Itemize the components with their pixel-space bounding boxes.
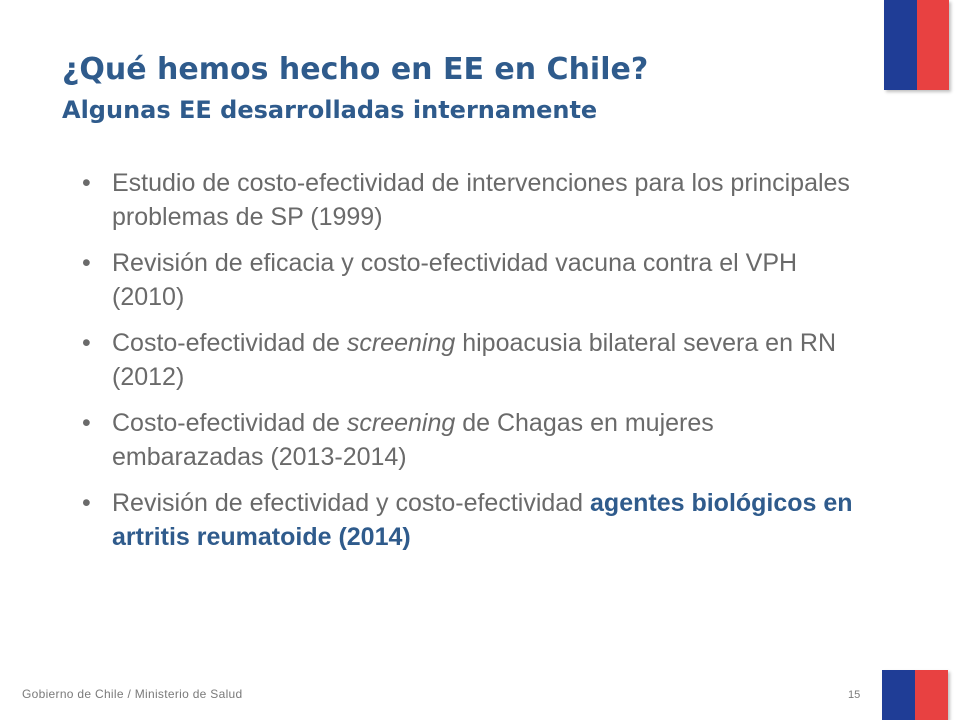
bullet-item-5 [82,486,872,554]
bullet-dot: • [82,169,91,197]
bullet-text-before: Costo-efectividad de [112,409,347,437]
bullet-text: Revisión de eficacia y costo-efectividad vacuna contra el VPH (2010) [112,249,798,311]
page-number: 15 [848,689,861,701]
bullet-item-2 [82,246,872,314]
slide-title: ¿Qué hemos hecho en EE en Chile? [62,52,649,87]
bullet-text: Estudio de costo-efectividad de intervenciones para los principales problemas de SP (1999) [112,169,850,231]
bullet-dot: • [82,409,91,437]
flag-blue-stripe [884,0,917,90]
bullet-dot: • [82,249,91,277]
bullet-item-1 [82,166,872,234]
bullet-list [82,166,872,566]
bullet-text-after: de Chagas en mujeres embarazadas (2013-2014) [112,409,714,471]
bullet-text-before: Costo-efectividad de [112,329,347,357]
bullet-text-before: Revisión de efectividad y costo-efectividad [112,489,591,517]
slide-subtitle: Algunas EE desarrolladas internamente [62,96,598,124]
bullet-text-after: hipoacusia bilateral severa en RN (2012) [112,329,837,391]
flag-blue-stripe [882,670,915,720]
bullet-text-italic: screening [346,329,456,357]
bullet-text-highlight: agentes biológicos en artritis reumatoide (2014) [112,489,853,551]
flag-red-stripe [917,0,950,90]
bullet-dot: • [82,489,91,517]
bullet-item-3 [82,326,872,394]
bullet-dot: • [82,329,91,357]
footer-organization: Gobierno de Chile / Ministerio de Salud [22,687,243,701]
chile-flag-logo-bottom [882,670,948,720]
flag-red-stripe [915,670,948,720]
bullet-text-italic: screening [346,409,456,437]
bullet-item-4 [82,406,872,474]
chile-flag-logo-top [884,0,949,90]
